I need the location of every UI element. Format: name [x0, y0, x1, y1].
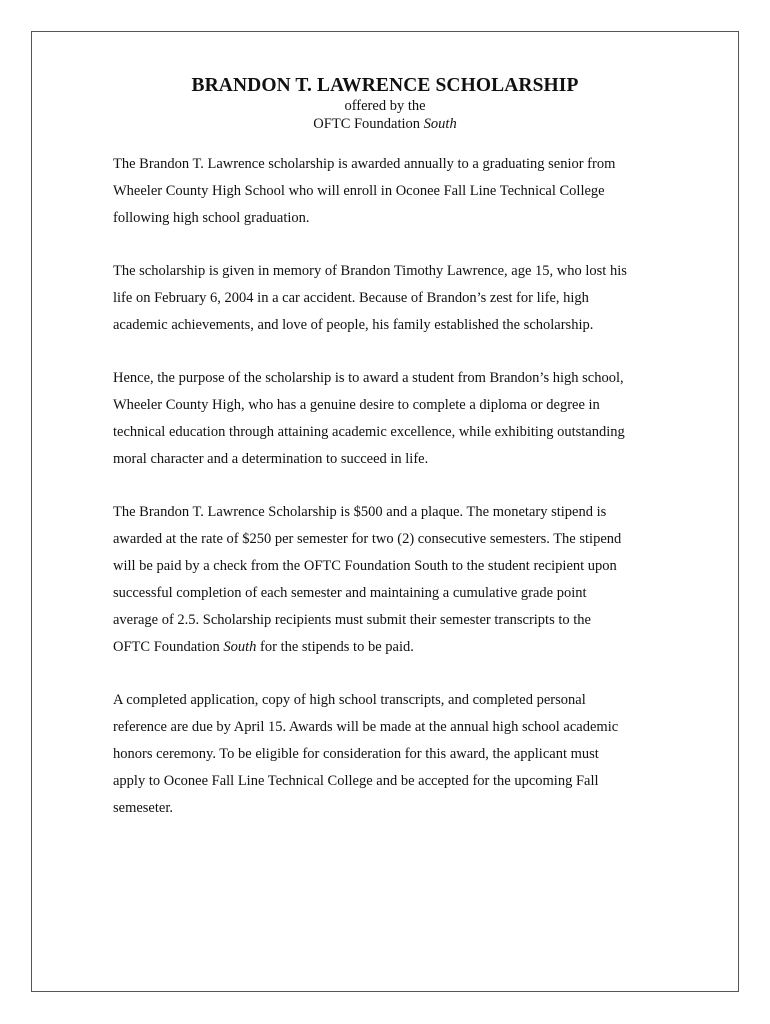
paragraph-purpose	[113, 365, 653, 473]
paragraph-line: semeseter.	[113, 800, 173, 816]
paragraph-line: A completed application, copy of high school transcripts, and completed personal	[113, 692, 586, 708]
line-italic-south: South	[223, 639, 257, 655]
paragraph-line: technical education through attaining academic excellence, while exhibiting outstanding	[113, 424, 625, 440]
paragraph-line: academic achievements, and love of people, his family established the scholarship.	[113, 317, 594, 333]
paragraph-line: The Brandon T. Lawrence scholarship is awarded annually to a graduating senior from	[113, 156, 616, 172]
line-suffix: for the stipends to be paid.	[256, 639, 414, 655]
paragraph-line: will be paid by a check from the OFTC Foundation South to the student recipient upon	[113, 558, 617, 574]
paragraph-line: honors ceremony. To be eligible for consideration for this award, the applicant must	[113, 746, 599, 762]
paragraph-line-mixed	[113, 634, 653, 661]
paragraph-eligibility	[113, 151, 653, 232]
paragraph-memorial	[113, 258, 653, 339]
paragraph-award-amount	[113, 499, 653, 661]
document-body	[113, 151, 653, 848]
paragraph-line: life on February 6, 2004 in a car accident. Because of Brandon’s zest for life, high	[113, 290, 589, 306]
paragraph-line: The scholarship is given in memory of Brandon Timothy Lawrence, age 15, who lost his	[113, 263, 627, 279]
paragraph-line: Wheeler County High, who has a genuine desire to complete a diploma or degree in	[113, 397, 600, 413]
paragraph-line: following high school graduation.	[113, 210, 310, 226]
paragraph-line: awarded at the rate of $250 per semester for two (2) consecutive semesters. The stipend	[113, 531, 622, 547]
subtitle-foundation	[0, 116, 770, 133]
line-prefix: OFTC Foundation	[113, 639, 224, 655]
paragraph-application	[113, 687, 653, 822]
paragraph-line: Hence, the purpose of the scholarship is to award a student from Brandon’s high school,	[113, 370, 624, 386]
paragraph-line: Wheeler County High School who will enroll in Oconee Fall Line Technical College	[113, 183, 605, 199]
subtitle-offered-by: offered by the	[344, 98, 426, 114]
subtitle-foundation-south: South	[423, 116, 457, 132]
paragraph-line: reference are due by April 15. Awards will be made at the annual high school academic	[113, 719, 619, 735]
subtitle-foundation-name: OFTC Foundation	[313, 116, 424, 132]
paragraph-line: apply to Oconee Fall Line Technical College and be accepted for the upcoming Fall	[113, 773, 599, 789]
document-title: BRANDON T. LAWRENCE SCHOLARSHIP	[191, 75, 579, 96]
paragraph-line: The Brandon T. Lawrence Scholarship is $500 and a plaque. The monetary stipend is	[113, 504, 607, 520]
paragraph-line: moral character and a determination to succeed in life.	[113, 451, 429, 467]
paragraph-line: successful completion of each semester and maintaining a cumulative grade point	[113, 585, 587, 601]
paragraph-line: average of 2.5. Scholarship recipients must submit their semester transcripts to the	[113, 612, 591, 628]
